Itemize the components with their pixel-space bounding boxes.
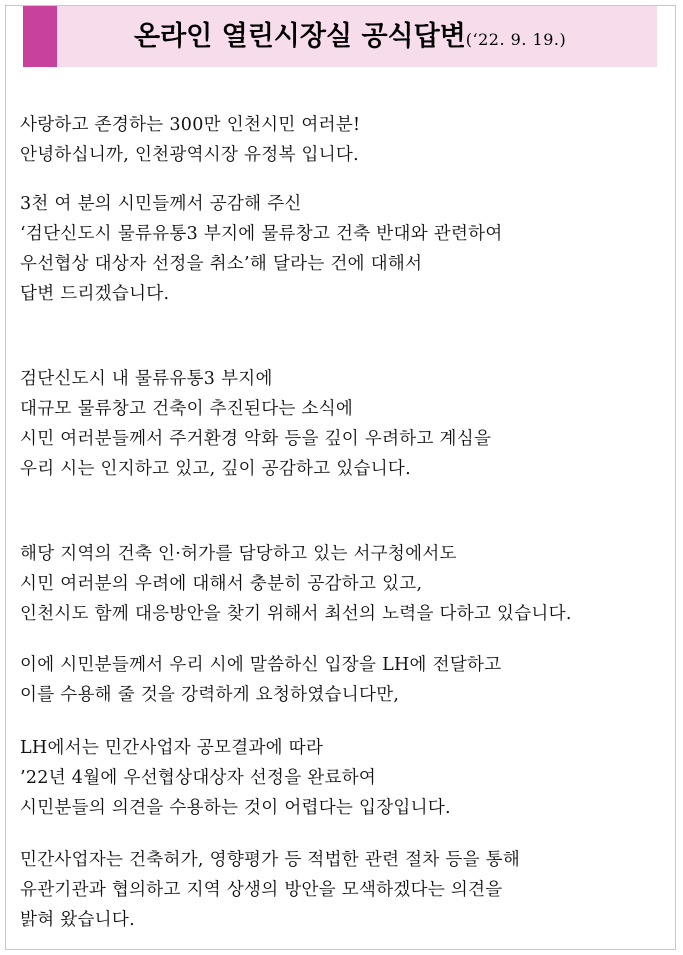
- paragraph-lh-position: [20, 733, 670, 823]
- text-line: 시민 여러분들께서 주거환경 악화 등을 깊이 우려하고 계심을: [20, 429, 492, 449]
- text-line: 해당 지역의 건축 인·허가를 담당하고 있는 서구청에서도: [20, 544, 457, 564]
- text-line: 민간사업자는 건축허가, 영향평가 등 적법한 관련 절차 등을 통해: [20, 850, 521, 870]
- paragraph-greeting: [20, 110, 670, 170]
- text-line: ‘검단신도시 물류유통3 부지에 물류창고 건축 반대와 관련하여: [20, 224, 503, 244]
- text-line: 안녕하십니까, 인천광역시장 유정복 입니다.: [20, 145, 360, 165]
- text-line: 이를 수용해 줄 것을 강력하게 요청하였습니다만,: [20, 685, 400, 705]
- text-line: 답변 드리겠습니다.: [20, 284, 170, 304]
- text-line: LH에서는 민간사업자 공모결과에 따라: [20, 738, 324, 758]
- text-line: 시민 여러분의 우려에 대해서 충분히 공감하고 있고,: [20, 574, 423, 594]
- text-line: 유관기관과 협의하고 지역 상생의 방안을 모색하겠다는 의견을: [20, 880, 503, 900]
- title-main: 온라인 열린시장실 공식답변: [134, 21, 466, 52]
- paragraph-request: [20, 650, 670, 710]
- text-line: 시민분들의 의견을 수용하는 것이 어렵다는 입장입니다.: [20, 798, 451, 818]
- paragraph-response: [20, 539, 670, 629]
- text-line: 밝혀 왔습니다.: [20, 910, 135, 930]
- text-line: 검단신도시 내 물류유통3 부지에: [20, 369, 273, 389]
- paragraph-developer-position: [20, 845, 670, 935]
- text-line: 우선협상 대상자 선정을 취소’해 달라는 건에 대해서: [20, 254, 423, 274]
- text-line: 대규모 물류창고 건축이 추진된다는 소식에: [20, 399, 354, 419]
- text-line: 인천시도 함께 대응방안을 찾기 위해서 최선의 노력을 다하고 있습니다.: [20, 604, 572, 624]
- text-line: 사랑하고 존경하는 300만 인천시민 여러분!: [20, 115, 361, 135]
- text-line: 우리 시는 인지하고 있고, 깊이 공감하고 있습니다.: [20, 459, 412, 479]
- title-date: (‘22. 9. 19.): [465, 30, 567, 49]
- title-accent-bar: [23, 6, 57, 67]
- text-line: 이에 시민분들께서 우리 시에 말씀하신 입장을 LH에 전달하고: [20, 655, 502, 675]
- paragraph-intro: [20, 189, 670, 309]
- text-line: 3천 여 분의 시민들께서 공감해 주신: [20, 194, 302, 214]
- title-banner: [23, 6, 657, 67]
- page-title: [134, 20, 566, 57]
- text-line: ’22년 4월에 우선협상대상자 선정을 완료하여: [20, 768, 377, 788]
- paragraph-concern: [20, 364, 670, 484]
